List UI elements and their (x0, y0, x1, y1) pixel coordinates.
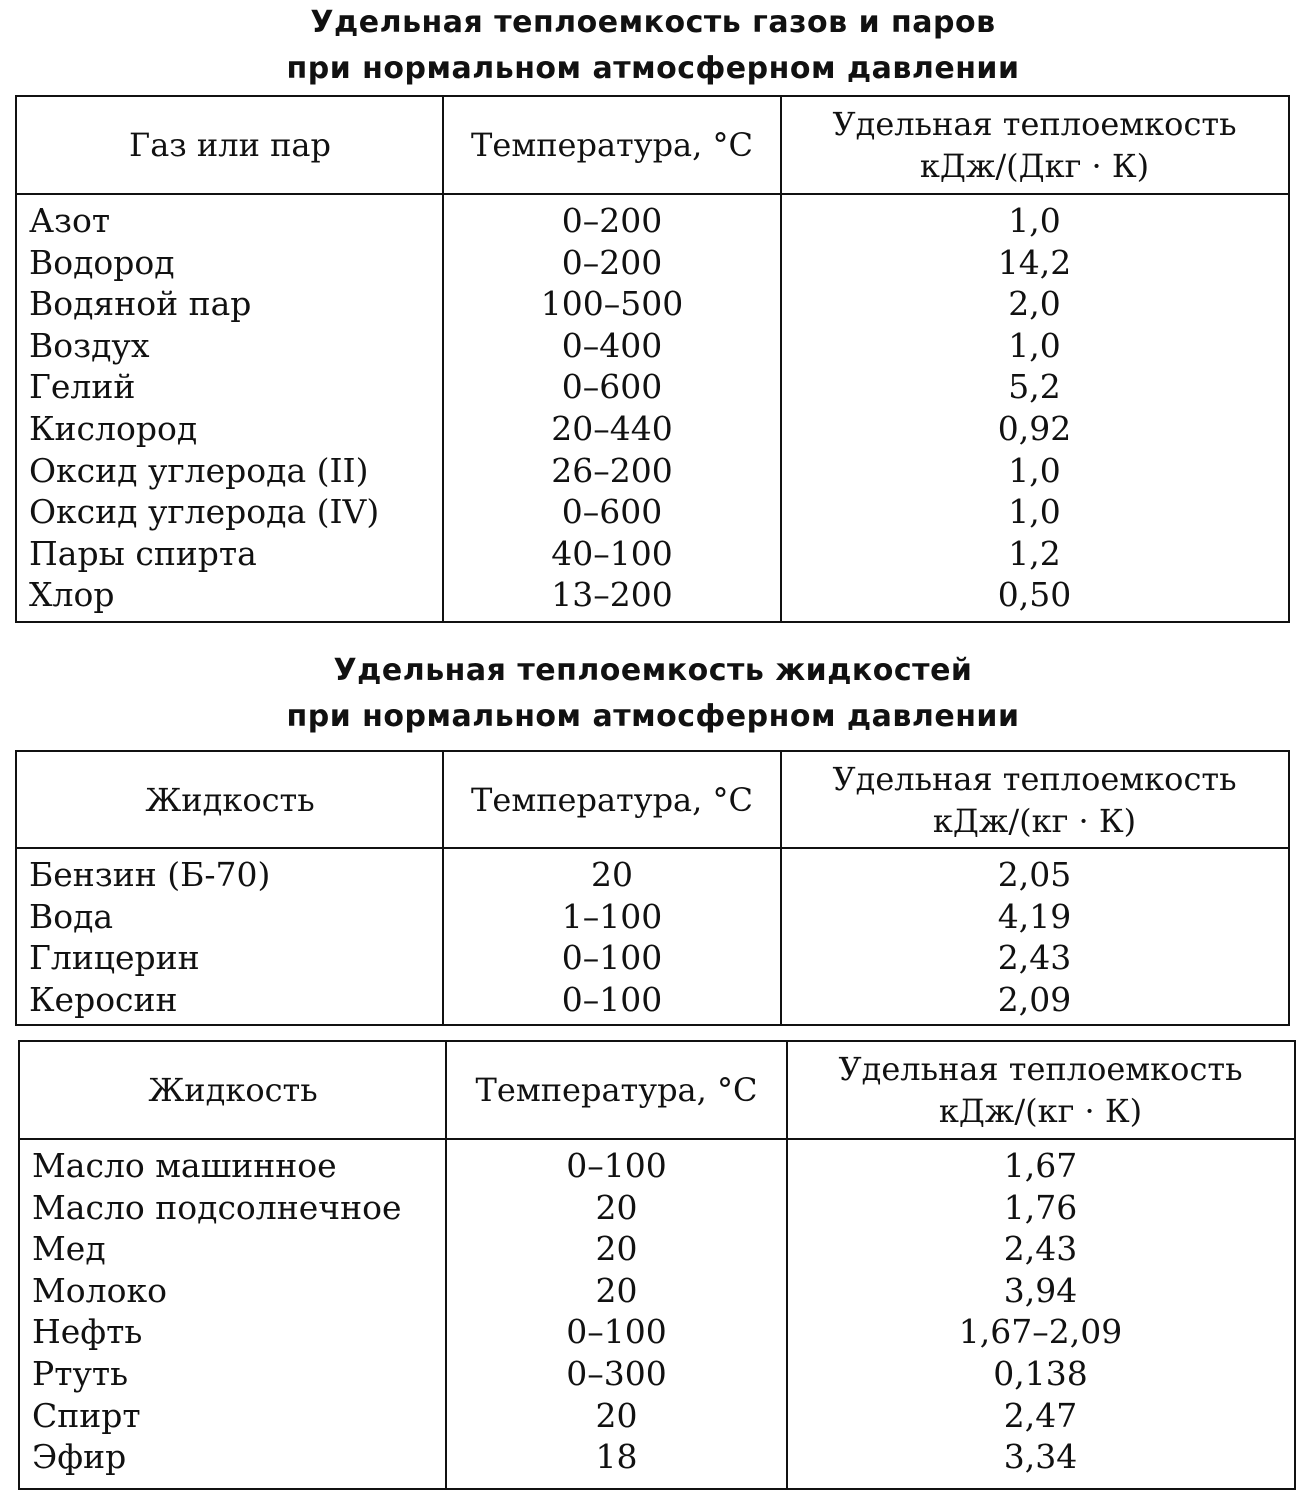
cell-temperature: 0–600 (561, 367, 663, 407)
gases-title-line-2: при нормальном атмосферном давлении (286, 51, 1020, 86)
cell-heat-capacity: 3,34 (1003, 1437, 1078, 1477)
liquids2-col-name-header: Жидкость (148, 1071, 318, 1109)
cell-heat-capacity: 2,43 (997, 938, 1072, 978)
cell-temperature: 20–440 (551, 409, 673, 448)
table-row (20, 1353, 1294, 1395)
gases-col-temp-header: Температура, °C (471, 126, 753, 164)
cell-name: Водород (29, 242, 175, 282)
cell-heat-capacity: 1,0 (1008, 325, 1061, 365)
cell-heat-capacity: 2,09 (997, 979, 1072, 1019)
cell-heat-capacity: 2,05 (997, 855, 1072, 894)
liquids2-col-value-header (787, 1042, 1294, 1138)
cell-name: Хлор (29, 575, 115, 615)
liquids-title-line-1: Удельная теплоемкость жидкостей (333, 653, 973, 688)
cell-temperature: 0–200 (561, 201, 663, 240)
cell-temperature: 0–100 (561, 979, 663, 1019)
table-row (17, 574, 1288, 616)
table-row (20, 1145, 1294, 1187)
cell-name: Масло машинное (32, 1146, 337, 1185)
cell-temperature: 0–400 (561, 325, 663, 365)
table-row (17, 533, 1288, 575)
cell-name: Бензин (Б-70) (29, 855, 271, 894)
table-row (20, 1187, 1294, 1229)
cell-name: Азот (29, 201, 111, 240)
cell-name: Пары спирта (29, 533, 257, 573)
cell-name: Молоко (32, 1270, 167, 1310)
liquids2-table (18, 1040, 1296, 1490)
table-row (17, 979, 1288, 1021)
cell-temperature: 20 (595, 1229, 638, 1269)
cell-temperature: 1–100 (561, 896, 663, 936)
cell-name: Эфир (32, 1437, 127, 1477)
cell-name: Водяной пар (29, 284, 252, 324)
gases-table-header (17, 97, 1288, 195)
cell-heat-capacity: 0,138 (993, 1354, 1088, 1393)
cell-temperature: 0–600 (561, 492, 663, 532)
cell-name: Масло подсолнечное (32, 1187, 402, 1227)
table-row (17, 408, 1288, 450)
cell-name: Кислород (29, 409, 198, 448)
cell-heat-capacity: 2,43 (1003, 1229, 1078, 1269)
cell-temperature: 40–100 (551, 533, 673, 573)
cell-heat-capacity: 14,2 (997, 242, 1072, 282)
cell-name: Воздух (29, 325, 150, 365)
liquids2-col-temp-header: Температура, °C (475, 1071, 758, 1109)
table-row (17, 854, 1288, 896)
table-row (17, 491, 1288, 533)
cell-name: Оксид углерода (II) (29, 450, 369, 490)
liquids-table (15, 750, 1290, 1026)
cell-heat-capacity: 1,76 (1003, 1187, 1078, 1227)
liquids2-table-header (20, 1042, 1294, 1140)
cell-heat-capacity: 3,94 (1003, 1270, 1078, 1310)
cell-temperature: 0–100 (566, 1312, 667, 1352)
table-row (20, 1436, 1294, 1478)
cell-heat-capacity: 2,47 (1003, 1395, 1078, 1435)
gases-col-value-header-line-1: Удельная теплоемкость (832, 105, 1237, 143)
liquids-title (0, 648, 1306, 740)
cell-heat-capacity: 1,0 (1008, 492, 1061, 532)
table-row (17, 366, 1288, 408)
table-row (17, 896, 1288, 938)
gases-title (0, 0, 1306, 92)
cell-temperature: 18 (595, 1437, 638, 1477)
cell-temperature: 20 (595, 1395, 638, 1435)
cell-temperature: 0–300 (566, 1354, 667, 1393)
cell-heat-capacity: 5,2 (1008, 367, 1061, 407)
cell-heat-capacity: 1,0 (1008, 201, 1061, 240)
cell-heat-capacity: 4,19 (997, 896, 1072, 936)
table-row (17, 242, 1288, 284)
table-row (17, 450, 1288, 492)
liquids-table-header (17, 752, 1288, 849)
cell-temperature: 20 (595, 1270, 638, 1310)
table-row (20, 1311, 1294, 1353)
cell-temperature: 20 (595, 1187, 638, 1227)
cell-temperature: 0–100 (566, 1146, 667, 1185)
cell-temperature: 0–100 (561, 938, 663, 978)
cell-heat-capacity: 1,67–2,09 (958, 1312, 1123, 1352)
cell-name: Ртуть (32, 1354, 129, 1393)
cell-name: Нефть (32, 1312, 143, 1352)
cell-temperature: 0–200 (561, 242, 663, 282)
cell-temperature: 100–500 (540, 284, 684, 324)
table-row (17, 937, 1288, 979)
cell-heat-capacity: 1,67 (1003, 1146, 1078, 1185)
cell-name: Оксид углерода (IV) (29, 492, 380, 532)
table-row (20, 1228, 1294, 1270)
cell-temperature: 26–200 (551, 450, 673, 490)
liquids-col-value-header-line-2: кДж/(кг · К) (932, 801, 1137, 840)
gases-col-value-header-line-2: кДж/(Дкг · К) (919, 147, 1150, 185)
liquids2-col-value-header-line-2: кДж/(кг · К) (938, 1092, 1143, 1130)
liquids2-col-value-header-line-1: Удельная теплоемкость (838, 1050, 1243, 1088)
liquids-title-line-2: при нормальном атмосферном давлении (286, 699, 1020, 734)
cell-heat-capacity: 0,92 (997, 409, 1072, 448)
cell-temperature: 20 (591, 855, 633, 894)
table-row (17, 325, 1288, 367)
liquids-col-value-header-line-1: Удельная теплоемкость (832, 759, 1237, 798)
cell-heat-capacity: 1,0 (1008, 450, 1061, 490)
table-row (17, 283, 1288, 325)
cell-heat-capacity: 2,0 (1008, 284, 1061, 324)
cell-name: Глицерин (29, 938, 200, 978)
cell-heat-capacity: 1,2 (1008, 533, 1061, 573)
liquids-col-value-header (781, 752, 1288, 847)
cell-heat-capacity: 0,50 (997, 575, 1072, 615)
gases-col-value-header (781, 97, 1288, 193)
liquids-col-temp-header: Температура, °C (471, 780, 753, 819)
liquids-col-name-header: Жидкость (145, 780, 315, 819)
table-row (17, 200, 1288, 242)
cell-name: Гелий (29, 367, 136, 407)
gases-col-name-header: Газ или пар (129, 126, 331, 164)
cell-name: Вода (29, 896, 114, 936)
cell-name: Мед (32, 1229, 106, 1269)
cell-name: Керосин (29, 979, 178, 1019)
gases-title-line-1: Удельная теплоемкость газов и паров (310, 5, 996, 40)
gases-table (15, 95, 1290, 623)
cell-name: Спирт (32, 1395, 141, 1435)
cell-temperature: 13–200 (551, 575, 673, 615)
table-row (20, 1270, 1294, 1312)
table-row (20, 1395, 1294, 1437)
